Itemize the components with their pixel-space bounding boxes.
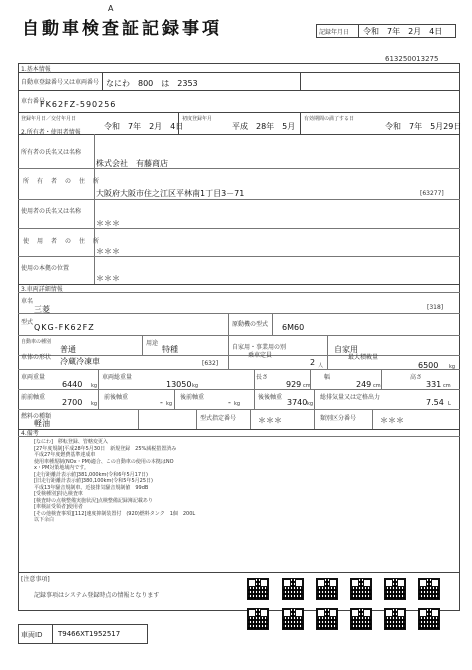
chassis-number: FK62FZ-590256: [40, 100, 117, 109]
main-frame: [18, 63, 460, 611]
section-owner-title: 2.所有者・使用者情報: [21, 129, 81, 136]
body-code: [632]: [202, 360, 219, 367]
qr-code-icon: [384, 578, 406, 600]
use: 特種: [162, 345, 178, 354]
qr-code-icon: [418, 608, 440, 630]
capacity-unit: 人: [318, 363, 324, 369]
length-unit: cm: [303, 383, 311, 389]
engine-model: 6M60: [282, 323, 305, 332]
remark-line: [27年度規制]平成28年5月30日 新規登録 25%減税措置済み: [34, 445, 177, 452]
qr-code-icon: [282, 608, 304, 630]
category-number: ＊＊＊: [380, 416, 404, 425]
reg-date-label: 登録年月日／交付年月日: [21, 116, 77, 122]
record-date-label: 記録年月日: [319, 29, 350, 36]
kind-label: 自動車の種別: [21, 339, 52, 345]
rr-axle-unit: kg: [307, 401, 314, 407]
remarks-block: [34, 439, 264, 524]
chassis-label: 車台番号: [21, 98, 46, 105]
displacement-label: 総排気量又は定格出力: [320, 394, 381, 401]
user-name: ＊＊＊: [96, 219, 120, 228]
use-label: 用途: [146, 340, 159, 347]
weight-label: 車両重量: [21, 374, 46, 381]
gross-weight: 13050: [166, 380, 192, 389]
body-label: 車体の形状: [21, 354, 52, 361]
rf-axle-unit: kg: [234, 401, 241, 407]
kind: 普通: [60, 345, 76, 354]
section-vehicle-title: 3.車両詳細情報: [21, 286, 63, 293]
width-label: 幅: [324, 374, 331, 381]
fr-axle-label: 前後軸重: [104, 394, 129, 401]
capacity-label: 乗車定員: [248, 352, 273, 359]
user-name-label: 使用者の氏名又は名称: [21, 208, 82, 215]
rr-axle-label: 後後軸重: [258, 394, 283, 401]
ff-axle-unit: kg: [91, 401, 98, 407]
model: QKG-FK62FZ: [34, 323, 95, 332]
remark-line: 使用車種規制(NOx・PM)適合、この自動車の使用の本拠はNO: [34, 458, 174, 465]
maker: 三菱: [34, 305, 50, 314]
qr-code-icon: [282, 578, 304, 600]
gross-weight-unit: kg: [192, 383, 199, 389]
fr-axle-unit: kg: [166, 401, 173, 407]
displacement: 7.54: [426, 398, 444, 407]
remark-line: [車検証受領者]使用者: [34, 504, 83, 510]
qr-code-icon: [350, 578, 372, 600]
header-mark: A: [108, 4, 114, 13]
owner-address-code: [63277]: [420, 190, 444, 197]
owner-address: 大阪府大阪市住之江区平林南1丁目3－71: [96, 189, 245, 198]
private-label: 自家用・事業用の別: [232, 344, 287, 351]
remark-line: [その他検査事項][112]速度抑制装置付 (920)燃料タンク 1個 200L: [34, 510, 196, 517]
remark-line: 平成27年度燃費基準達成車: [34, 452, 96, 458]
owner-name: 株式会社 有藤商店: [96, 159, 168, 168]
length: 929: [286, 380, 302, 389]
engine-label: 原動機の型式: [232, 321, 269, 328]
remark-line: 平成13年騒音規制車、近接排気騒音規制値 99dB: [34, 484, 149, 491]
displacement-unit: L: [448, 401, 451, 407]
vehicle-id: T9466XT1952517: [58, 630, 121, 638]
remark-line: [走行距離計表示値]381,000km(令和6年5月17日): [34, 471, 148, 478]
record-date: 令和 7年 2月 4日: [363, 27, 443, 36]
length-label: 長さ: [256, 374, 269, 381]
user-address-label: 使 用 者 の 住 所: [23, 238, 101, 245]
height: 331: [426, 380, 442, 389]
remark-line: x・PM対策地域内です。: [34, 465, 89, 471]
qr-code-icon: [316, 578, 338, 600]
remark-line: [検査時の点検整備実施状況]点検整備記録簿記載あり: [34, 497, 153, 504]
reg-date: 令和 7年 2月 4日: [104, 122, 184, 131]
vehicle-weight: 6440: [62, 380, 83, 389]
expiry-label: 有効期間の満了する日: [304, 116, 355, 122]
owner-name-label: 所有者の氏名又は名称: [21, 149, 82, 156]
max-load: 6500: [418, 361, 439, 370]
owner-address-label: 所 有 者 の 住 所: [23, 178, 101, 185]
max-load-unit: kg: [449, 364, 456, 370]
vehicle-weight-unit: kg: [91, 383, 98, 389]
fuel-label: 燃料の種類: [21, 413, 52, 420]
gross-weight-label: 車両総重量: [102, 374, 133, 381]
user-address: ＊＊＊: [96, 247, 120, 256]
qr-code-icon: [384, 608, 406, 630]
rf-axle: -: [228, 398, 231, 407]
rr-axle: 3740: [287, 398, 308, 407]
ff-axle-label: 前前軸重: [21, 394, 46, 401]
max-load-label: 最大積載量: [348, 354, 379, 361]
notes-title: [注意事項]: [21, 576, 50, 583]
height-unit: cm: [443, 383, 451, 389]
base-location-label: 使用の本拠の位置: [21, 265, 70, 272]
width: 249: [356, 380, 372, 389]
remark-line: [受検種別]持込検査車: [34, 491, 83, 497]
fr-axle: -: [160, 398, 163, 407]
height-label: 高さ: [410, 374, 423, 381]
maker-code: [318]: [427, 304, 444, 311]
reg-number: なにわ 800 は 2353: [106, 79, 198, 88]
qr-code-icon: [247, 578, 269, 600]
first-reg: 平成 28年 5月: [232, 122, 296, 131]
base-location: ＊＊＊: [96, 274, 120, 283]
remark-line: [旧走行距離計表示値]380,100km(令和5年5月25日): [34, 478, 153, 484]
body-shape: 冷蔵冷凍車: [60, 357, 100, 366]
reg-number-label: 自動車登録番号又は車両番号: [21, 79, 100, 86]
designation-label: 型式指定番号: [200, 415, 237, 422]
width-unit: cm: [373, 383, 381, 389]
section-basic-title: 1.基本情報: [21, 66, 51, 73]
doc-number: 613250013275: [385, 55, 439, 63]
private-use: 自家用: [334, 345, 358, 354]
notes-text: 記録事項はシステム登録時点の情報となります: [34, 592, 160, 599]
rf-axle-label: 後前軸重: [180, 394, 205, 401]
section-remarks-title: 4.備考: [21, 430, 39, 437]
capacity: 2: [310, 358, 316, 367]
category-label: 類別区分番号: [320, 415, 357, 422]
remark-line: 以下余白: [34, 517, 55, 523]
fuel-type: 軽油: [34, 419, 50, 428]
remark-line: [なにわ] 移転登録、管轄変更入: [34, 439, 108, 445]
expiry-date: 令和 7年 5月29日: [385, 122, 462, 131]
qr-code-icon: [418, 578, 440, 600]
ff-axle: 2700: [62, 398, 83, 407]
qr-code-icon: [247, 608, 269, 630]
vehicle-id-label: 車両ID: [21, 631, 43, 639]
qr-code-icon: [350, 608, 372, 630]
maker-label: 車名: [21, 298, 34, 305]
designation-number: ＊＊＊: [258, 416, 282, 425]
qr-code-icon: [316, 608, 338, 630]
first-reg-label: 初度登録年月: [182, 116, 213, 122]
document-title: 自動車検査証記録事項: [22, 19, 222, 39]
model-label: 型式: [21, 319, 34, 326]
